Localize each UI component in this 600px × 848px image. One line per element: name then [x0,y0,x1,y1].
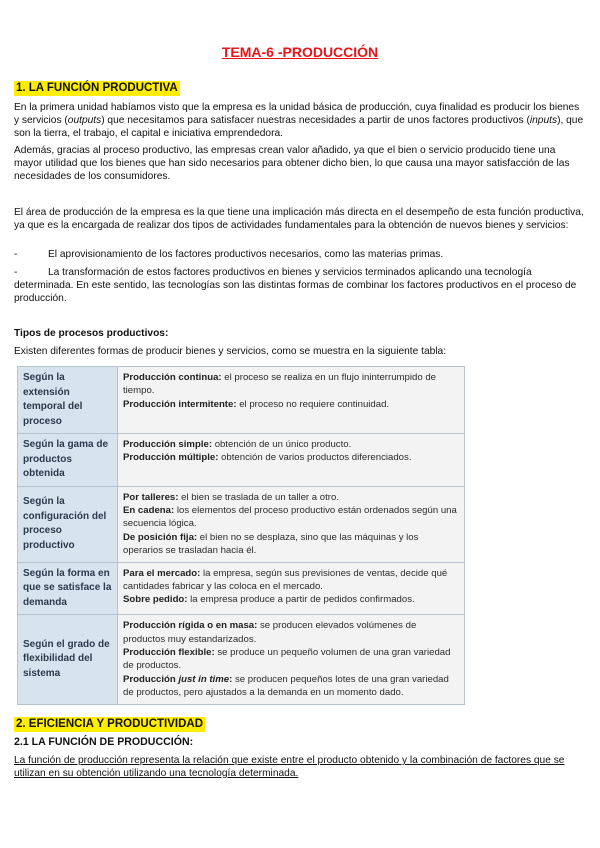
bullet-text: El aprovisionamiento de los factores productivos necesarios, como las materias primas. [48,249,444,260]
table-item-text: se producen pequeños lotes de una gran variedad de productos, pero ajustados a la demanda en un momento dado. [123,673,449,699]
table-row [18,562,465,615]
table-item [123,504,459,531]
table-description-cell [118,367,465,434]
table-item-term: Producción just in time: [123,673,233,685]
bullet-dash: - [14,249,18,260]
table-item [123,673,459,700]
section1-paragraph-3: El área de producción de la empresa es la que tiene una implicación más directa en el desempeño de esta función productiva, ya que es la encargada de realizar dos tipos de actividades fundamentales para la obtención de nuevos bienes y servicios: [14,207,584,231]
table-item [123,438,459,451]
table-item-text: los elementos del proceso productivo están ordenados según una secuencia lógica. [123,504,457,530]
section2-heading: 2. EFICIENCIA Y PRODUCTIVIDAD [16,718,204,730]
table-item-term: Producción simple: [123,439,213,450]
table-row [18,434,465,487]
section1-heading: 1. LA FUNCIÓN PRODUCTIVA [16,82,178,94]
table-item [123,619,459,646]
process-types-table-body [18,367,465,705]
bullet-dash: - [14,267,18,278]
table-category-cell: Según el grado de flexibilidad del sistema [18,615,118,705]
table-item-term: Producción flexible: [123,646,215,658]
section1-heading-wrap [14,81,180,96]
table-item-text: la empresa, según sus previsiones de ventas, decide qué cantidades fabricar y las coloca en el mercado. [123,567,448,593]
table-item [123,593,459,606]
section2-subheading: 2.1 LA FUNCIÓN DE PRODUCCIÓN: [14,736,194,748]
table-item-term: Producción intermitente: [123,398,237,410]
process-types-table [17,366,465,705]
section1-paragraph-2: Además, gracias al proceso productivo, las empresas crean valor añadido, ya que el bien o servicio producido tiene una mayor utilidad que los bienes que han sido necesarios para obtener dicho bien, lo que causa una mayor satisfacción de las necesidades de los consumidores. [14,145,570,182]
table-row [18,367,465,434]
table-item-text: se produce un pequeño volumen de una gran variedad de productos. [123,646,451,672]
table-description-cell [118,434,465,487]
list-item [14,249,586,262]
table-item [123,646,459,673]
list-item [14,267,586,305]
section2-heading-wrap [14,717,205,732]
table-description-cell [118,615,465,705]
table-item [123,491,459,504]
table-row [18,486,465,562]
table-item-term: Por talleres: [123,491,179,503]
table-item [123,567,459,594]
table-item-term: De posición fija: [123,531,198,543]
table-item-term: Producción continua: [123,372,222,383]
table-item [123,371,459,398]
table-item-text: obtención de un único producto. [212,439,352,450]
table-item-term: Producción múltiple: [123,452,219,464]
table-item-text: el proceso no requiere continuidad. [236,398,390,410]
types-intro: Existen diferentes formas de producir bienes y servicios, como se muestra en la siguiente tabla: [14,346,447,357]
bullet-text: La transformación de estos factores productivos en bienes y servicios terminados aplicando una tecnología determinada. En este sentido, las tecnologías son las distintas formas de combinar los factores productivos en el proceso de producción. [14,267,577,304]
table-category-cell: Según la gama de productos obtenida [18,434,118,487]
page-title: TEMA-6 -PRODUCCIÓN [221,44,379,60]
table-description-cell [118,486,465,562]
table-item [123,398,459,411]
table-item-text: el bien no se desplaza, sino que las máquinas y los operarios se trasladan hacia él. [123,531,419,557]
table-item-text: el bien se traslada de un taller a otro. [178,491,339,503]
table-category-cell: Según la forma en que se satisface la demanda [18,562,118,615]
table-item [123,531,459,558]
table-item-text: el proceso se realiza en un flujo ininterrumpido de tiempo. [123,372,436,397]
table-category-cell: Según la configuración del proceso productivo [18,486,118,562]
section1-paragraph-1: En la primera unidad habíamos visto que la empresa es la unidad básica de producción, cuya finalidad es producir los bienes y servicios (outputs) que necesitamos para satisfacer nuestras necesidades a partir de unos factores productivos (inputs), que son la tierra, el trabajo, el capital e iniciativa emprendedora. [14,102,584,139]
table-item-text: se producen elevados volúmenes de productos muy estandarizados. [123,620,417,645]
table-item-text: obtención de varios productos diferenciados. [218,452,412,464]
table-category-cell: Según la extensión temporal del proceso [18,367,118,434]
table-row [18,615,465,705]
table-item-term: Para el mercado: [123,567,201,579]
section2-paragraph-1: La función de producción representa la relación que existe entre el producto obtenido y la combinación de factores que se utilizan en su obtención utilizando una tecnología determinada. [14,755,565,779]
table-item-term: Sobre pedido: [123,594,188,606]
table-item-text: la empresa produce a partir de pedidos confirmados. [187,594,415,606]
table-item [123,451,459,464]
table-item-term: Producción rígida o en masa: [123,620,258,632]
table-item-term: En cadena: [123,504,175,516]
table-description-cell [118,562,465,615]
types-heading: Tipos de procesos productivos: [14,328,169,339]
